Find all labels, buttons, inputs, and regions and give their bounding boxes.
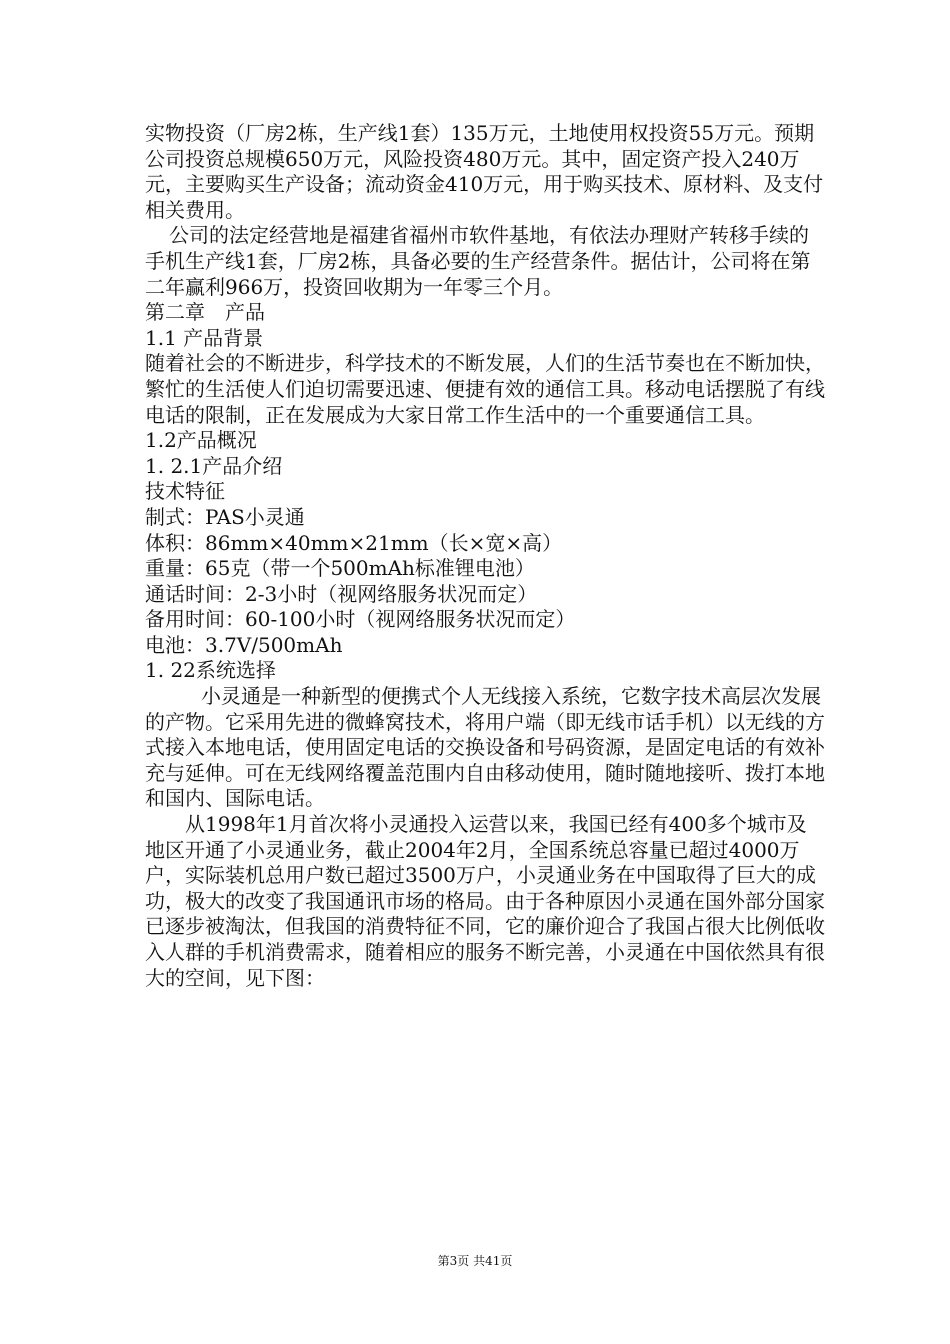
subsection-heading-intro: 1. 2.1产品介绍 (145, 453, 283, 478)
page-number-footer: 第3页 共41页 (437, 1254, 513, 1268)
spec-talk-time: 通话时间：2-3小时（视网络服务状况而定） (145, 581, 538, 606)
paragraph-investment: 实物投资（厂房2栋，生产线1套）135万元，土地使用权投资55万元。预期公司投资总规模650万元，风险投资480万元。其中，固定资产投入240万元，主要购买生产设备；流动资金410万元，用于购买技术、原材料、及支付相关费用。 (145, 121, 824, 222)
spec-volume: 体积：86mm×40mm×21mm（长×宽×高） (145, 530, 563, 555)
section-heading-overview: 1.2产品概况 (145, 428, 257, 453)
spec-battery: 电池：3.7V/500mAh (145, 632, 343, 657)
spec-heading: 技术特征 (145, 479, 225, 504)
spec-weight: 重量：65克（带一个500mAh标准锂电池） (145, 556, 535, 581)
document-body (145, 121, 825, 991)
subsection-heading-system: 1. 22系统选择 (145, 658, 276, 683)
spec-standby-time: 备用时间：60-100小时（视网络服务状况而定） (145, 607, 576, 632)
section-heading-background: 1.1 产品背景 (145, 325, 264, 350)
paragraph-market-history: 从1998年1月首次将小灵通投入运营以来，我国已经有400多个城市及地区开通了小灵通业务，截止2004年2月，全国系统总容量已超过4000万户，实际装机总用户数已超过3500万户，小灵通业务在中国取得了巨大的成功，极大的改变了我国通讯市场的格局。由于各种原因小灵通在国外部分国家已逐步被淘汰，但我国的消费特征不同，它的廉价迎合了我国占很大比例低收入人群的手机消费需求，随着相应的服务不断完善，小灵通在中国依然具有很大的空间，见下图： (145, 812, 825, 990)
paragraph-business-location: 公司的法定经营地是福建省福州市软件基地，有依法办理财产转移手续的手机生产线1套，厂房2栋，具备必要的生产经营条件。据估计，公司将在第二年赢利966万，投资回收期为一年零三个月。 (145, 223, 811, 299)
paragraph-background: 随着社会的不断进步，科学技术的不断发展，人们的生活节奏也在不断加快，繁忙的生活使人们迫切需要迅速、便捷有效的通信工具。移动电话摆脱了有线电话的限制，正在发展成为大家日常工作生活中的一个重要通信工具。 (145, 351, 825, 427)
paragraph-system-description: 小灵通是一种新型的便携式个人无线接入系统，它数字技术高层次发展的产物。它采用先进的微蜂窝技术，将用户端（即无线市话手机）以无线的方式接入本地电话，使用固定电话的交换设备和号码资源，是固定电话的有效补充与延伸。可在无线网络覆盖范围内自由移动使用，随时随地接听、拨打本地和国内、国际电话。 (145, 684, 825, 811)
chapter-heading: 第二章 产品 (145, 300, 265, 325)
spec-standard: 制式：PAS小灵通 (145, 504, 305, 529)
